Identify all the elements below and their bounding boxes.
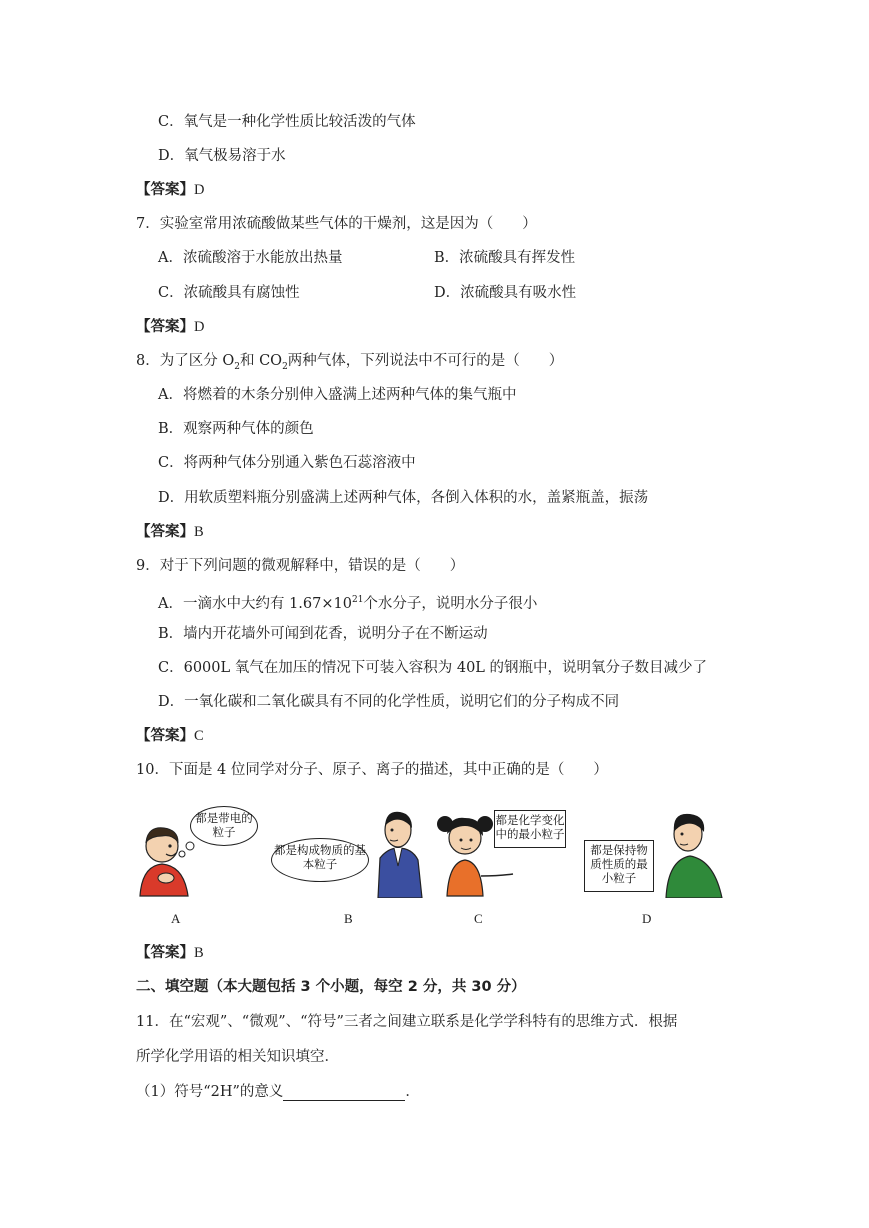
q7-option-b: B．浓硫酸具有挥发性 xyxy=(434,250,576,266)
q8-option-b: B．观察两种气体的颜色 xyxy=(158,421,314,437)
answer-value: C xyxy=(194,728,204,744)
q7-option-a: A．浓硫酸溶于水能放出热量 xyxy=(158,250,343,266)
answer-value: D xyxy=(194,182,205,198)
answer-label: 【答案】 xyxy=(136,524,194,540)
caption-b: B xyxy=(344,911,353,926)
answer-label: 【答案】 xyxy=(136,319,194,335)
answer-label: 【答案】 xyxy=(136,728,194,744)
student-d-illustration xyxy=(662,806,730,898)
q6-answer xyxy=(136,181,204,199)
speech-bubble-b: 都是构成物质的基本粒子 xyxy=(271,838,369,882)
caption-a: A xyxy=(171,911,181,926)
speech-bubble-a: 都是带电的粒子 xyxy=(190,806,258,846)
q8-option-d: D．用软质塑料瓶分别盛满上述两种气体，各倒入体积的水，盖紧瓶盖，振荡 xyxy=(158,490,649,506)
q8-subscript: 2 xyxy=(234,361,240,372)
q6-option-d: D．氧气极易溶于水 xyxy=(158,148,286,164)
q6-option-c: C．氧气是一种化学性质比较活泼的气体 xyxy=(158,114,416,130)
q9-option-b: B．墙内开花墙外可闻到花香，说明分子在不断运动 xyxy=(158,626,488,642)
student-b-illustration xyxy=(368,806,430,898)
q9-option-a-post: 个水分子，说明水分子很小 xyxy=(363,595,538,612)
q11-part1 xyxy=(136,1083,420,1101)
q9-stem: 9．对于下列问题的微观解释中，错误的是（ ） xyxy=(136,558,465,574)
caption-c: C xyxy=(474,911,483,926)
q8-stem-post: 两种气体，下列说法中不可行的是（ ） xyxy=(287,353,564,369)
answer-label: 【答案】 xyxy=(136,945,194,961)
thought-dots xyxy=(176,836,200,860)
answer-blank[interactable] xyxy=(283,1086,405,1101)
q9-superscript: 21 xyxy=(351,595,364,605)
q9-option-a-pre: A．一滴水中大约有 1.67×10 xyxy=(158,595,352,612)
q8-stem xyxy=(136,352,563,376)
q8-stem-pre: 8．为了区分 O xyxy=(136,353,235,369)
q8-answer xyxy=(136,523,204,541)
answer-label: 【答案】 xyxy=(136,182,194,198)
q11-stem-line1: 11．在“宏观”、“微观”、“符号”三者之间建立联系是化学学科特有的思维方式．根据 xyxy=(136,1014,678,1030)
q8-option-a: A．将燃着的木条分别伸入盛满上述两种气体的集气瓶中 xyxy=(158,387,517,403)
q7-option-d: D．浓硫酸具有吸水性 xyxy=(434,285,577,301)
q11-part1-end: ． xyxy=(405,1084,420,1100)
q7-stem: 7．实验室常用浓硫酸做某些气体的干燥剂，这是因为（ ） xyxy=(136,216,537,232)
answer-value: B xyxy=(194,524,204,540)
answer-value: D xyxy=(194,319,205,335)
q8-subscript: 2 xyxy=(282,361,288,372)
section-heading: 二、填空题（本大题包括 3 个小题，每空 2 分，共 30 分） xyxy=(136,979,526,995)
caption-d: D xyxy=(642,911,652,926)
q8-option-c: C．将两种气体分别通入紫色石蕊溶液中 xyxy=(158,455,416,471)
q7-option-c: C．浓硫酸具有腐蚀性 xyxy=(158,285,300,301)
q8-stem-mid: 和 CO xyxy=(239,353,283,369)
speech-bubble-c: 都是化学变化中的最小粒子 xyxy=(494,810,566,848)
q9-answer xyxy=(136,727,204,745)
q9-option-a xyxy=(158,591,537,613)
answer-value: B xyxy=(194,945,204,961)
q10-stem: 10．下面是 4 位同学对分子、原子、离子的描述，其中正确的是（ ） xyxy=(136,762,608,778)
q7-answer xyxy=(136,318,204,336)
q9-option-d: D．一氧化碳和二氧化碳具有不同的化学性质，说明它们的分子构成不同 xyxy=(158,694,620,710)
q10-answer xyxy=(136,944,204,962)
speech-bubble-d: 都是保持物质性质的最小粒子 xyxy=(584,840,654,892)
q9-option-c: C．6000L 氧气在加压的情况下可装入容积为 40L 的钢瓶中，说明氧分子数目减少了 xyxy=(158,660,708,676)
q11-part1-text: （1）符号“2H”的意义 xyxy=(136,1084,284,1100)
q11-stem-line2: 所学化学用语的相关知识填空． xyxy=(136,1049,339,1065)
